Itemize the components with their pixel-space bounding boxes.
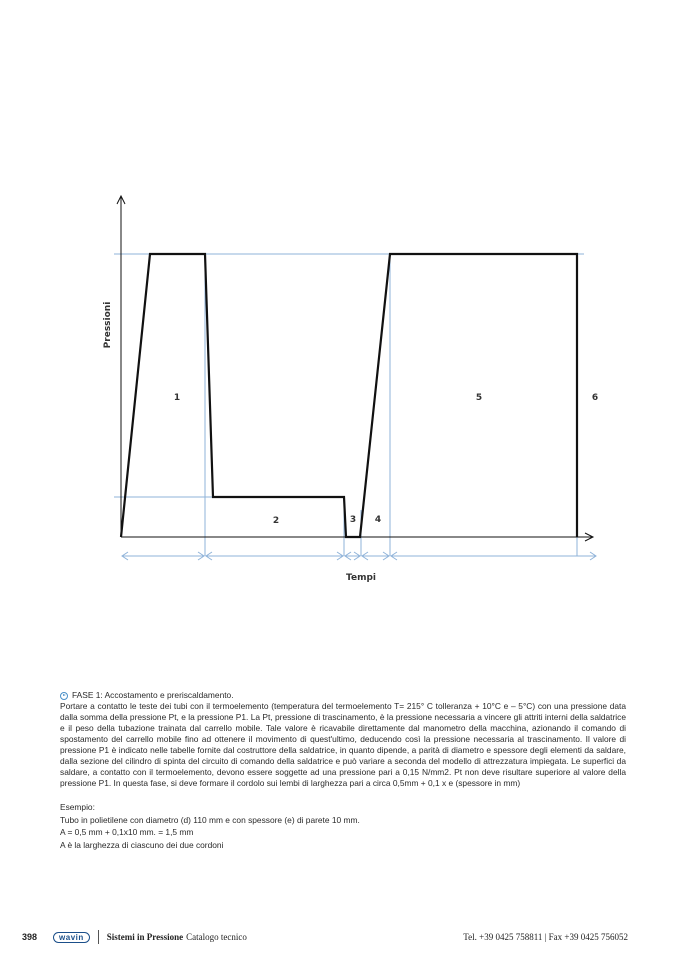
contact-info: Tel. +39 0425 758811 | Fax +39 0425 756052	[463, 932, 628, 942]
x-axis-label: Tempi	[346, 573, 376, 583]
catalog-title: Sistemi in Pressione	[106, 932, 184, 942]
example-line-1: Tubo in polietilene con diametro (d) 110 mm e con spessore (e) di parete 10 mm.	[60, 814, 360, 825]
phase-label-6: 6	[591, 393, 599, 403]
phase-label-4: 4	[374, 515, 382, 525]
phase-description	[60, 690, 626, 851]
phase-label-1: 1	[173, 393, 181, 403]
page-number: 398	[22, 932, 38, 942]
phase-label-5: 5	[475, 393, 483, 403]
example-title: Esempio:	[60, 802, 95, 812]
phase-paragraph: Portare a contatto le teste dei tubi con il termoelemento (temperatura del termoelemento T= 215° C tolleranza + 10°C e – 5°C) con una pressione data dalla somma della pressione Pt, e la pressione P1. La Pt, pressione di trascinamento, è la pressione necessaria a vincere gli attriti interni della saldatrice e il peso della tubazione trainata dal carrello mobile. Tale valore è ricavabile direttamente dal manometro della macchina, azionando il comando di spostamento del carrello mobile fino ad ottenere il movimento di quest'ultimo, deducendo così la pressione necessaria al trascinamento. Il valore di pressione P1 è indicato nelle tabelle fornite dal costruttore della saldatrice, in quanto dipende, a parità di diametro e spessore degli elementi da saldare, dalla sezione del cilindro di spinta del circuito di comando della saldatrice e può variare a seconda del modello di attrezzatura impiegata. Le superfici da saldare, a contatto con il termoelemento, devono essere soggette ad una pressione pari a 0,15 N/mm2. Pt non deve risultare superiore al valore della pressione P1. In questa fase, si deve formare il cordolo sui lembi di larghezza pari a circa 0,5mm + 0,1 x e (spessore in mm)	[60, 701, 626, 788]
phase-label-2: 2	[272, 516, 280, 526]
y-axis-label: Pressioni	[103, 301, 113, 349]
example-line-2: A = 0,5 mm + 0,1x10 mm. = 1,5 mm	[60, 827, 194, 837]
phase-heading	[60, 690, 626, 701]
phase-heading-text: FASE 1: Accostamento e preriscaldamento.	[72, 690, 234, 700]
pressure-curve	[121, 254, 577, 537]
example-block	[60, 801, 626, 851]
example-line-3: A è la larghezza di ciascuno dei due cordoni	[60, 839, 224, 850]
footer-divider	[98, 930, 99, 944]
play-circle-icon	[60, 692, 68, 700]
catalog-subtitle: Catalogo tecnico	[186, 932, 247, 942]
wavin-logo: wavin	[53, 932, 90, 943]
time-dimension-arrows	[122, 552, 596, 560]
phase-label-3: 3	[349, 515, 357, 525]
page-footer	[22, 929, 628, 945]
